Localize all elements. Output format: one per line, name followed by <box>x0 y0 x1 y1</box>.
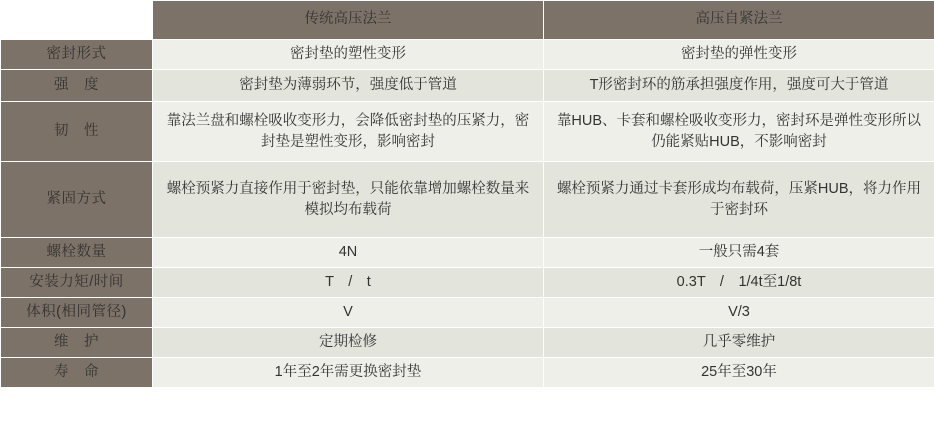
row-cell-selftightening: 一般只需4套 <box>544 238 934 268</box>
column-header-selftightening: 高压自紧法兰 <box>544 1 934 40</box>
table-row <box>1 268 934 298</box>
row-cell-traditional: 定期检修 <box>153 328 544 358</box>
row-cell-selftightening: 靠HUB、卡套和螺栓吸收变形力，密封环是弹性变形所以仍能紧贴HUB，不影响密封 <box>544 102 934 162</box>
table-row <box>1 328 934 358</box>
row-label: 体积(相同管径) <box>1 298 153 328</box>
row-cell-traditional: 密封垫为薄弱环节，强度低于管道 <box>153 70 544 102</box>
row-label: 紧固方式 <box>1 162 153 238</box>
row-cell-traditional: 4N <box>153 238 544 268</box>
row-cell-selftightening: V/3 <box>544 298 934 328</box>
table-row <box>1 102 934 162</box>
row-cell-selftightening: 密封垫的弹性变形 <box>544 40 934 70</box>
row-cell-traditional: 螺栓预紧力直接作用于密封垫，只能依靠增加螺栓数量来模拟均布载荷 <box>153 162 544 238</box>
row-label: 寿 命 <box>1 358 153 388</box>
row-cell-selftightening: 几乎零维护 <box>544 328 934 358</box>
table-row <box>1 70 934 102</box>
table-row <box>1 358 934 388</box>
table-row <box>1 162 934 238</box>
row-label: 维 护 <box>1 328 153 358</box>
row-cell-traditional: 密封垫的塑性变形 <box>153 40 544 70</box>
table-header-row <box>1 1 934 40</box>
table-corner-cell <box>1 1 153 40</box>
row-cell-traditional: 1年至2年需更换密封垫 <box>153 358 544 388</box>
row-cell-selftightening: 25年至30年 <box>544 358 934 388</box>
table-row <box>1 298 934 328</box>
row-label: 螺栓数量 <box>1 238 153 268</box>
row-label: 安装力矩/时间 <box>1 268 153 298</box>
row-cell-selftightening: T形密封环的筋承担强度作用，强度可大于管道 <box>544 70 934 102</box>
row-cell-traditional: 靠法兰盘和螺栓吸收变形力，会降低密封垫的压紧力，密封垫是塑性变形，影响密封 <box>153 102 544 162</box>
row-cell-traditional: V <box>153 298 544 328</box>
row-label: 密封形式 <box>1 40 153 70</box>
row-cell-selftightening: 0.3T / 1/4t至1/8t <box>544 268 934 298</box>
table-row <box>1 40 934 70</box>
column-header-traditional: 传统高压法兰 <box>153 1 544 40</box>
row-cell-traditional: T / t <box>153 268 544 298</box>
row-cell-selftightening: 螺栓预紧力通过卡套形成均布载荷，压紧HUB，将力作用于密封环 <box>544 162 934 238</box>
row-label: 强 度 <box>1 70 153 102</box>
table-row <box>1 238 934 268</box>
row-label: 韧 性 <box>1 102 153 162</box>
